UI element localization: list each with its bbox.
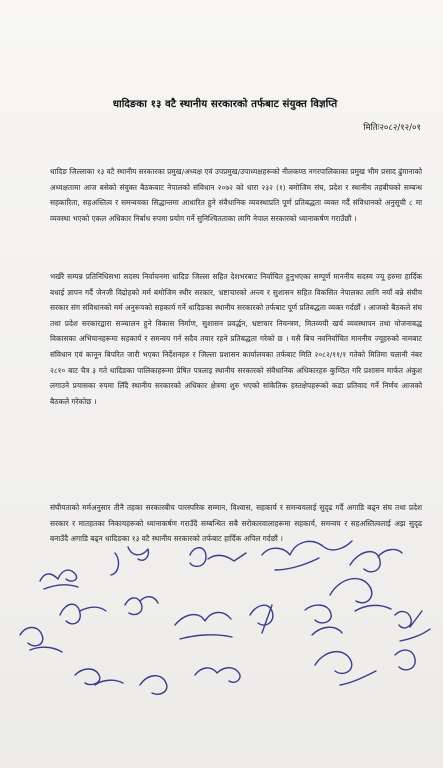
signature-16: [195, 668, 240, 683]
signature-7: [125, 597, 158, 615]
signature-2: [111, 547, 148, 575]
paragraph-3: संघीयताको मर्मअनुसार तीनै तहका सरकारबीच पारस्परिक सम्मान, विश्वास, सहकार्य र समन्वयलाई सुदृढ गर्दै अगाडि बढ्न संघ तथा प्रदेश सरकार र मातहतका निकायहरूको ध्यानाकर्षण गराउँदै सम्बन्धित सबै सरोकारवालाहरूमा सहकार्य, समन्वय र सहअस्तित्वलाई अझ सुदृढ बनाउँदै अगाडि बढ्न धादिङका १३ वटै स्थानीय सरकारको तर्फबाट हार्दिक अपिल गर्दछौं ।: [50, 503, 422, 544]
signature-15: [140, 676, 167, 695]
document-title: धादिङका १३ वटै स्थानीय सरकारको तर्फबाट संयुक्त विज्ञप्ति: [112, 99, 338, 110]
signature-4: [262, 541, 352, 570]
document-date: मितिः२०८२/१२/०१: [363, 123, 421, 133]
signature-11: [305, 605, 342, 635]
signature-9: [175, 612, 232, 639]
signature-6: [330, 579, 391, 611]
signature-10: [250, 605, 273, 633]
paragraph-1: धादिङ जिल्लाका १३ वटै स्थानीय सरकारका प्रमुख/अध्यक्ष एवं उपप्रमुख/उपाध्यक्षहरूको नीलकण्ठ नगरपालिकाका प्रमुख भीम प्रसाद ढुंगानाको अध्यक्षतामा आज बसेको संयुक्त बैठकबाट नेपालको संविधान २०७२ को धारा २३२ (१) बमोजिम संघ, प्रदेश र स्थानीय तहबीचको सम्बन्ध सहकारिता, सहअस्तित्व र समन्वयका सिद्धान्तमा आधारित हुने संवैधानिक व्यवस्थाप्रति पूर्ण प्रतिबद्धता व्यक्त गर्दै संविधानको अनुसूची ८ मा व्यवस्था भएको एकल अधिकार निर्बाध रुपमा प्रयोग गर्ने सुनिश्चितताका लागि नेपाल सरकारको ध्यानाकर्षण गराउँछौं ।: [50, 167, 422, 223]
signature-17: [315, 652, 376, 685]
signature-12: [395, 611, 430, 641]
signature-13: [20, 628, 62, 653]
signature-5: [350, 550, 402, 572]
signature-8: [60, 604, 106, 624]
signatures-area: [0, 515, 443, 755]
signature-1: [40, 570, 78, 589]
signature-14: [75, 669, 123, 685]
signature-18: [395, 650, 415, 670]
paragraph-2: भर्खरै सम्पन्न प्रतिनिधिसभा सदस्य निर्वाचनमा धादिङ जिल्ला सहित देशभरबाट निर्वाचित हुनुभएका सम्पूर्ण माननीय सदस्य ज्यू हरुमा हार्दिक बधाई ज्ञापन गर्दै जेनजी विद्रोहको मर्म बमोजिम स्थीर सरकार, भ्रष्टाचारको अन्त्य र सुशासन सहित विकसित नेपालका लागि नयाँ बन्ने संघीय सरकार संग संविधानको मर्म अनुरूपको सहकार्य गर्ने धादिङका स्थानीय सरकारको तर्फबाट पूर्ण प्रतिबद्धता व्यक्त गर्दछौं । आजको बैठकले संघ तथा प्रदेश सरकारद्वारा सञ्चालन हुने विकास निर्माण, सुशासन प्रवर्द्धन, भ्रष्टाचार नियन्त्रण, मितव्ययी खर्च व्यवस्थापन तथा योजनाबद्ध विकासका अभियानहरूमा सहकार्य र समन्वय गर्न सदैव तयार रहने प्रतिबद्धता गरेको छ । यसै बिच नवनिर्वाचित माननीय ज्यूहरुको नामबाट संविधान एवं कानून बिपरित जारी भएका निर्देशनहरु र जिल्ला प्रशासन कार्यालयका तर्फबाट मिति २०८२/११/१ गतेको मितिमा चलानी नंबर २८१० बाट चैत्र ३ गते धादिङका पालिकाहरूमा प्रेषित पत्रलाइ स्थानीय सरकारको संवैधानिक अधिकारहरु कुण्ठित गरि प्रशासन मार्फत अंकुश लगाउने प्रयासका रुपमा लिँदै स्थानीय सरकारको अधिकार क्षेत्रमा शुरु भएको सांकेतिक हस्तक्षेपहरूको कडा प्रतिवाद गर्ने निर्णय आजको बैठकले गरेकोछ ।: [50, 272, 422, 406]
signature-3: [190, 548, 246, 567]
